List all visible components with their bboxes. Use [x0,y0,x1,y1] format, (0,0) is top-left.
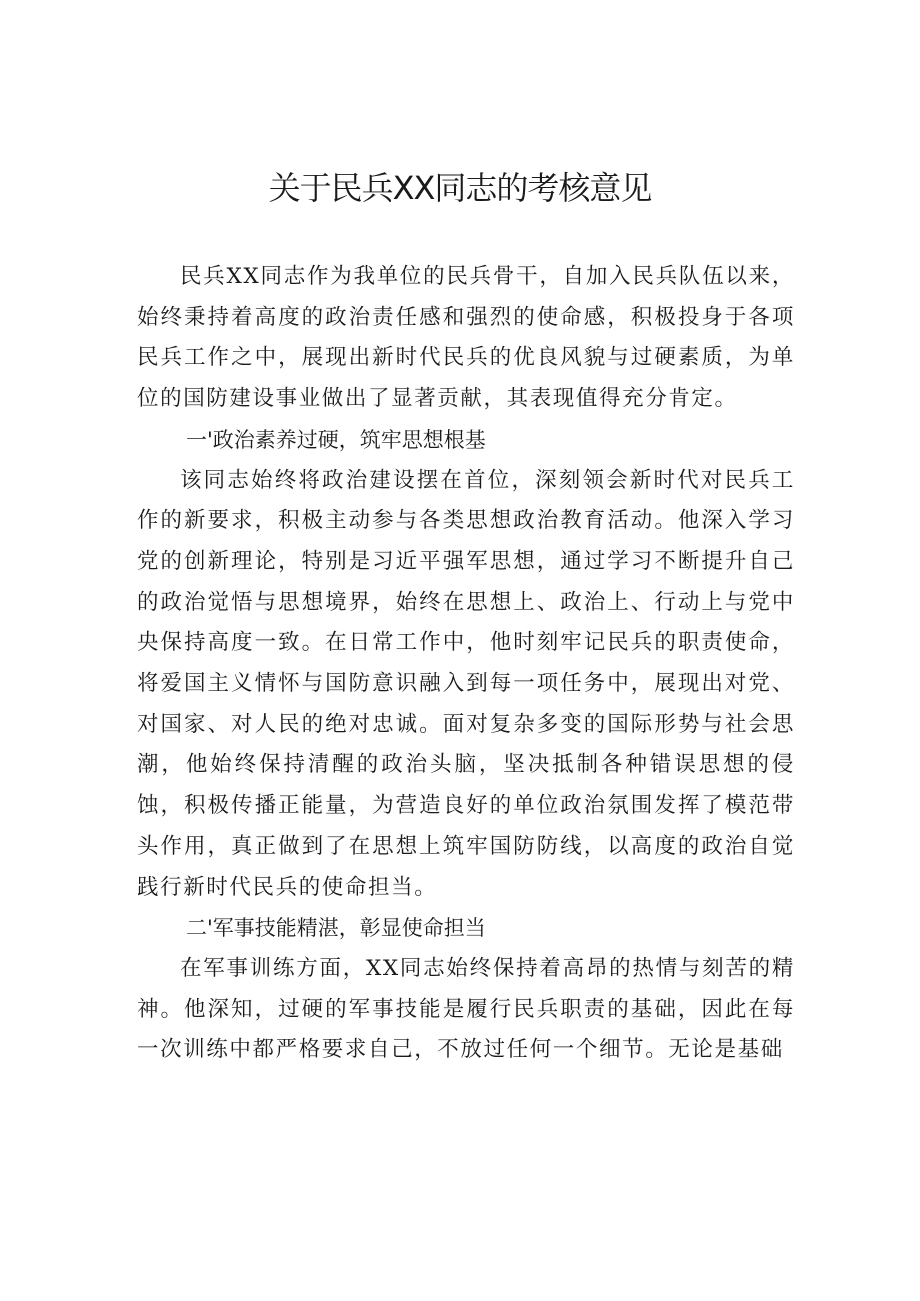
intro-paragraph: 民兵XX同志作为我单位的民兵骨干，自加入民兵队伍以来，始终秉持着高度的政治责任感和强烈的使命感，积极投身于各项民兵工作之中，展现出新时代民兵的优良风貌与过硬素质，为单位的国防建设事业做出了显著贡献，其表现值得充分肯定。 [137,264,795,412]
page-bottom-clip [137,949,795,1131]
section-heading-military: 二'军事技能精湛，彰显使命担当 [186,916,486,941]
document-body [137,257,795,949]
section-body-political: 该同志始终将政治建设摆在首位，深刻领会新时代对民兵工作的新要求，积极主动参与各类思想政治教育活动。他深入学习党的创新理论，特别是习近平强军思想，通过学习不断提升自己的政治觉悟与思想境界，始终在思想上、政治上、行动上与党中央保持高度一致。在日常工作中，他时刻牢记民兵的职责使命，将爱国主义情怀与国防意识融入到每一项任务中，展现出对党、对国家、对人民的绝对忠诚。面对复杂多变的国际形势与社会思潮，他始终保持清醒的政治头脑，坚决抵制各种错误思想的侵蚀，积极传播正能量，为营造良好的单位政治氛围发挥了模范带头作用，真正做到了在思想上筑牢国防防线，以高度的政治自觉践行新时代民兵的使命担当。 [137,467,795,900]
section-heading-political: 一'政治素养过硬，筑牢思想根基 [186,427,486,452]
section-body-military: 在军事训练方面，XX同志始终保持着高昂的热情与刻苦的精神。他深知，过硬的军事技能是履行民兵职责的基础，因此在每一次训练中都严格要求自己，不放过任何一个细节。无论是基础 [137,956,795,1063]
document-title: 关于民兵XX同志的考核意见 [268,169,652,207]
